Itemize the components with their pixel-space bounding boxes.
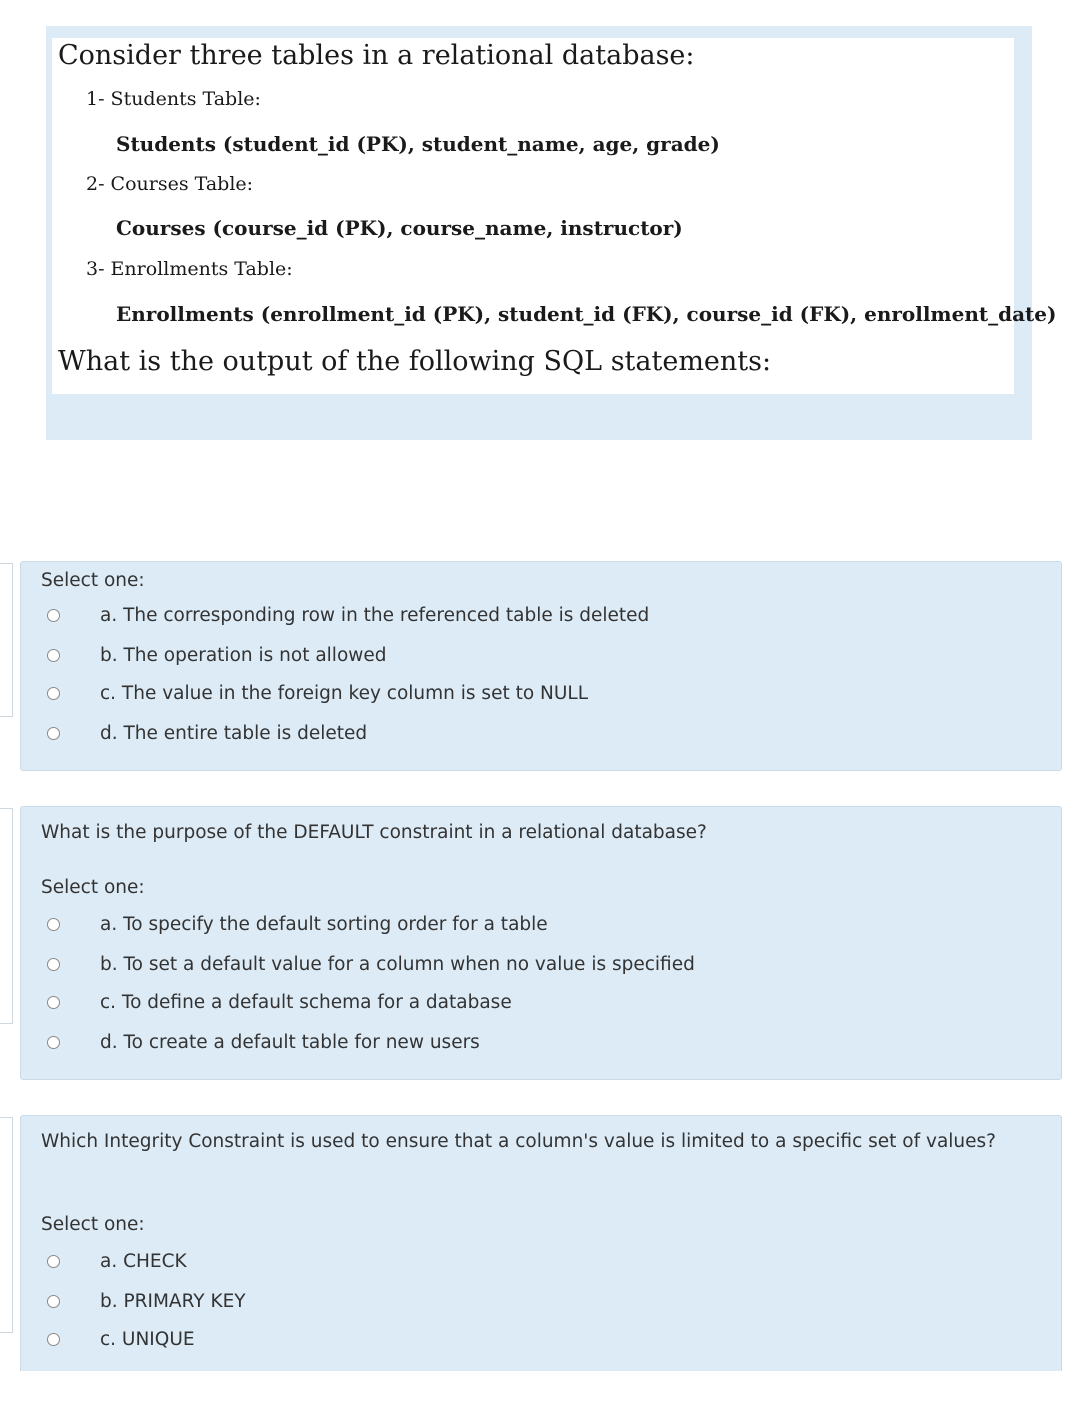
courses-table-label: 2- Courses Table: <box>86 173 254 195</box>
question-prompt: What is the output of the following SQL statements: <box>58 346 772 377</box>
answer-option-label: a. To specify the default sorting order for a table <box>100 913 548 935</box>
answer-option-label: b. To set a default value for a column when no value is specified <box>100 953 695 975</box>
radio-button[interactable] <box>47 1333 60 1346</box>
radio-button[interactable] <box>47 958 60 971</box>
answer-option-label: c. UNIQUE <box>100 1328 195 1350</box>
answer-option-label: d. The entire table is deleted <box>100 722 368 744</box>
students-table-schema: Students (student_id (PK), student_name, age, grade) <box>116 132 720 156</box>
answer-option[interactable] <box>47 951 695 977</box>
question-card-1 <box>20 561 1062 771</box>
question-text-box <box>52 38 1057 394</box>
question-text-panel <box>46 26 1057 440</box>
question-heading: Consider three tables in a relational database: <box>58 40 695 71</box>
radio-button[interactable] <box>47 1255 60 1268</box>
answer-option[interactable] <box>47 602 649 628</box>
answer-option[interactable] <box>47 1326 195 1352</box>
radio-button[interactable] <box>47 1036 60 1049</box>
radio-button[interactable] <box>47 996 60 1009</box>
courses-table-schema: Courses (course_id (PK), course_name, instructor) <box>116 216 683 240</box>
radio-button[interactable] <box>47 609 60 622</box>
answer-option[interactable] <box>47 989 512 1015</box>
answer-option[interactable] <box>47 1248 187 1274</box>
answer-option[interactable] <box>47 680 588 706</box>
radio-button[interactable] <box>47 1295 60 1308</box>
answer-option-label: b. The operation is not allowed <box>100 644 387 666</box>
students-table-label: 1- Students Table: <box>86 88 261 110</box>
question-sidebar-edge <box>0 563 13 717</box>
enrollments-table-label: 3- Enrollments Table: <box>86 258 293 280</box>
question-text: What is the purpose of the DEFAULT constraint in a relational database? <box>41 822 707 843</box>
radio-button[interactable] <box>47 727 60 740</box>
select-one-label: Select one: <box>41 570 145 591</box>
answer-option-label: c. The value in the foreign key column is set to NULL <box>100 682 589 704</box>
question-sidebar-edge <box>0 808 13 1024</box>
answer-option-label: c. To define a default schema for a database <box>100 991 512 1013</box>
question-text: Which Integrity Constraint is used to ensure that a column's value is limited to a specific set of values? <box>41 1131 996 1152</box>
radio-button[interactable] <box>47 687 60 700</box>
answer-option-label: b. PRIMARY KEY <box>100 1290 246 1312</box>
radio-button[interactable] <box>47 649 60 662</box>
answer-option[interactable] <box>47 911 548 937</box>
answer-option-label: a. The corresponding row in the referenced table is deleted <box>100 604 650 626</box>
answer-option[interactable] <box>47 642 387 668</box>
select-one-label: Select one: <box>41 877 145 898</box>
answer-option[interactable] <box>47 1029 480 1055</box>
answer-option[interactable] <box>47 1288 246 1314</box>
question-card-2 <box>20 806 1062 1080</box>
select-one-label: Select one: <box>41 1214 145 1235</box>
answer-option[interactable] <box>47 720 367 746</box>
enrollments-table-schema: Enrollments (enrollment_id (PK), student_id (FK), course_id (FK), enrollment_date) <box>116 302 1057 326</box>
radio-button[interactable] <box>47 918 60 931</box>
answer-option-label: a. CHECK <box>100 1250 187 1272</box>
answer-option-label: d. To create a default table for new users <box>100 1031 480 1053</box>
question-sidebar-edge <box>0 1117 13 1333</box>
question-card-3 <box>20 1115 1062 1371</box>
